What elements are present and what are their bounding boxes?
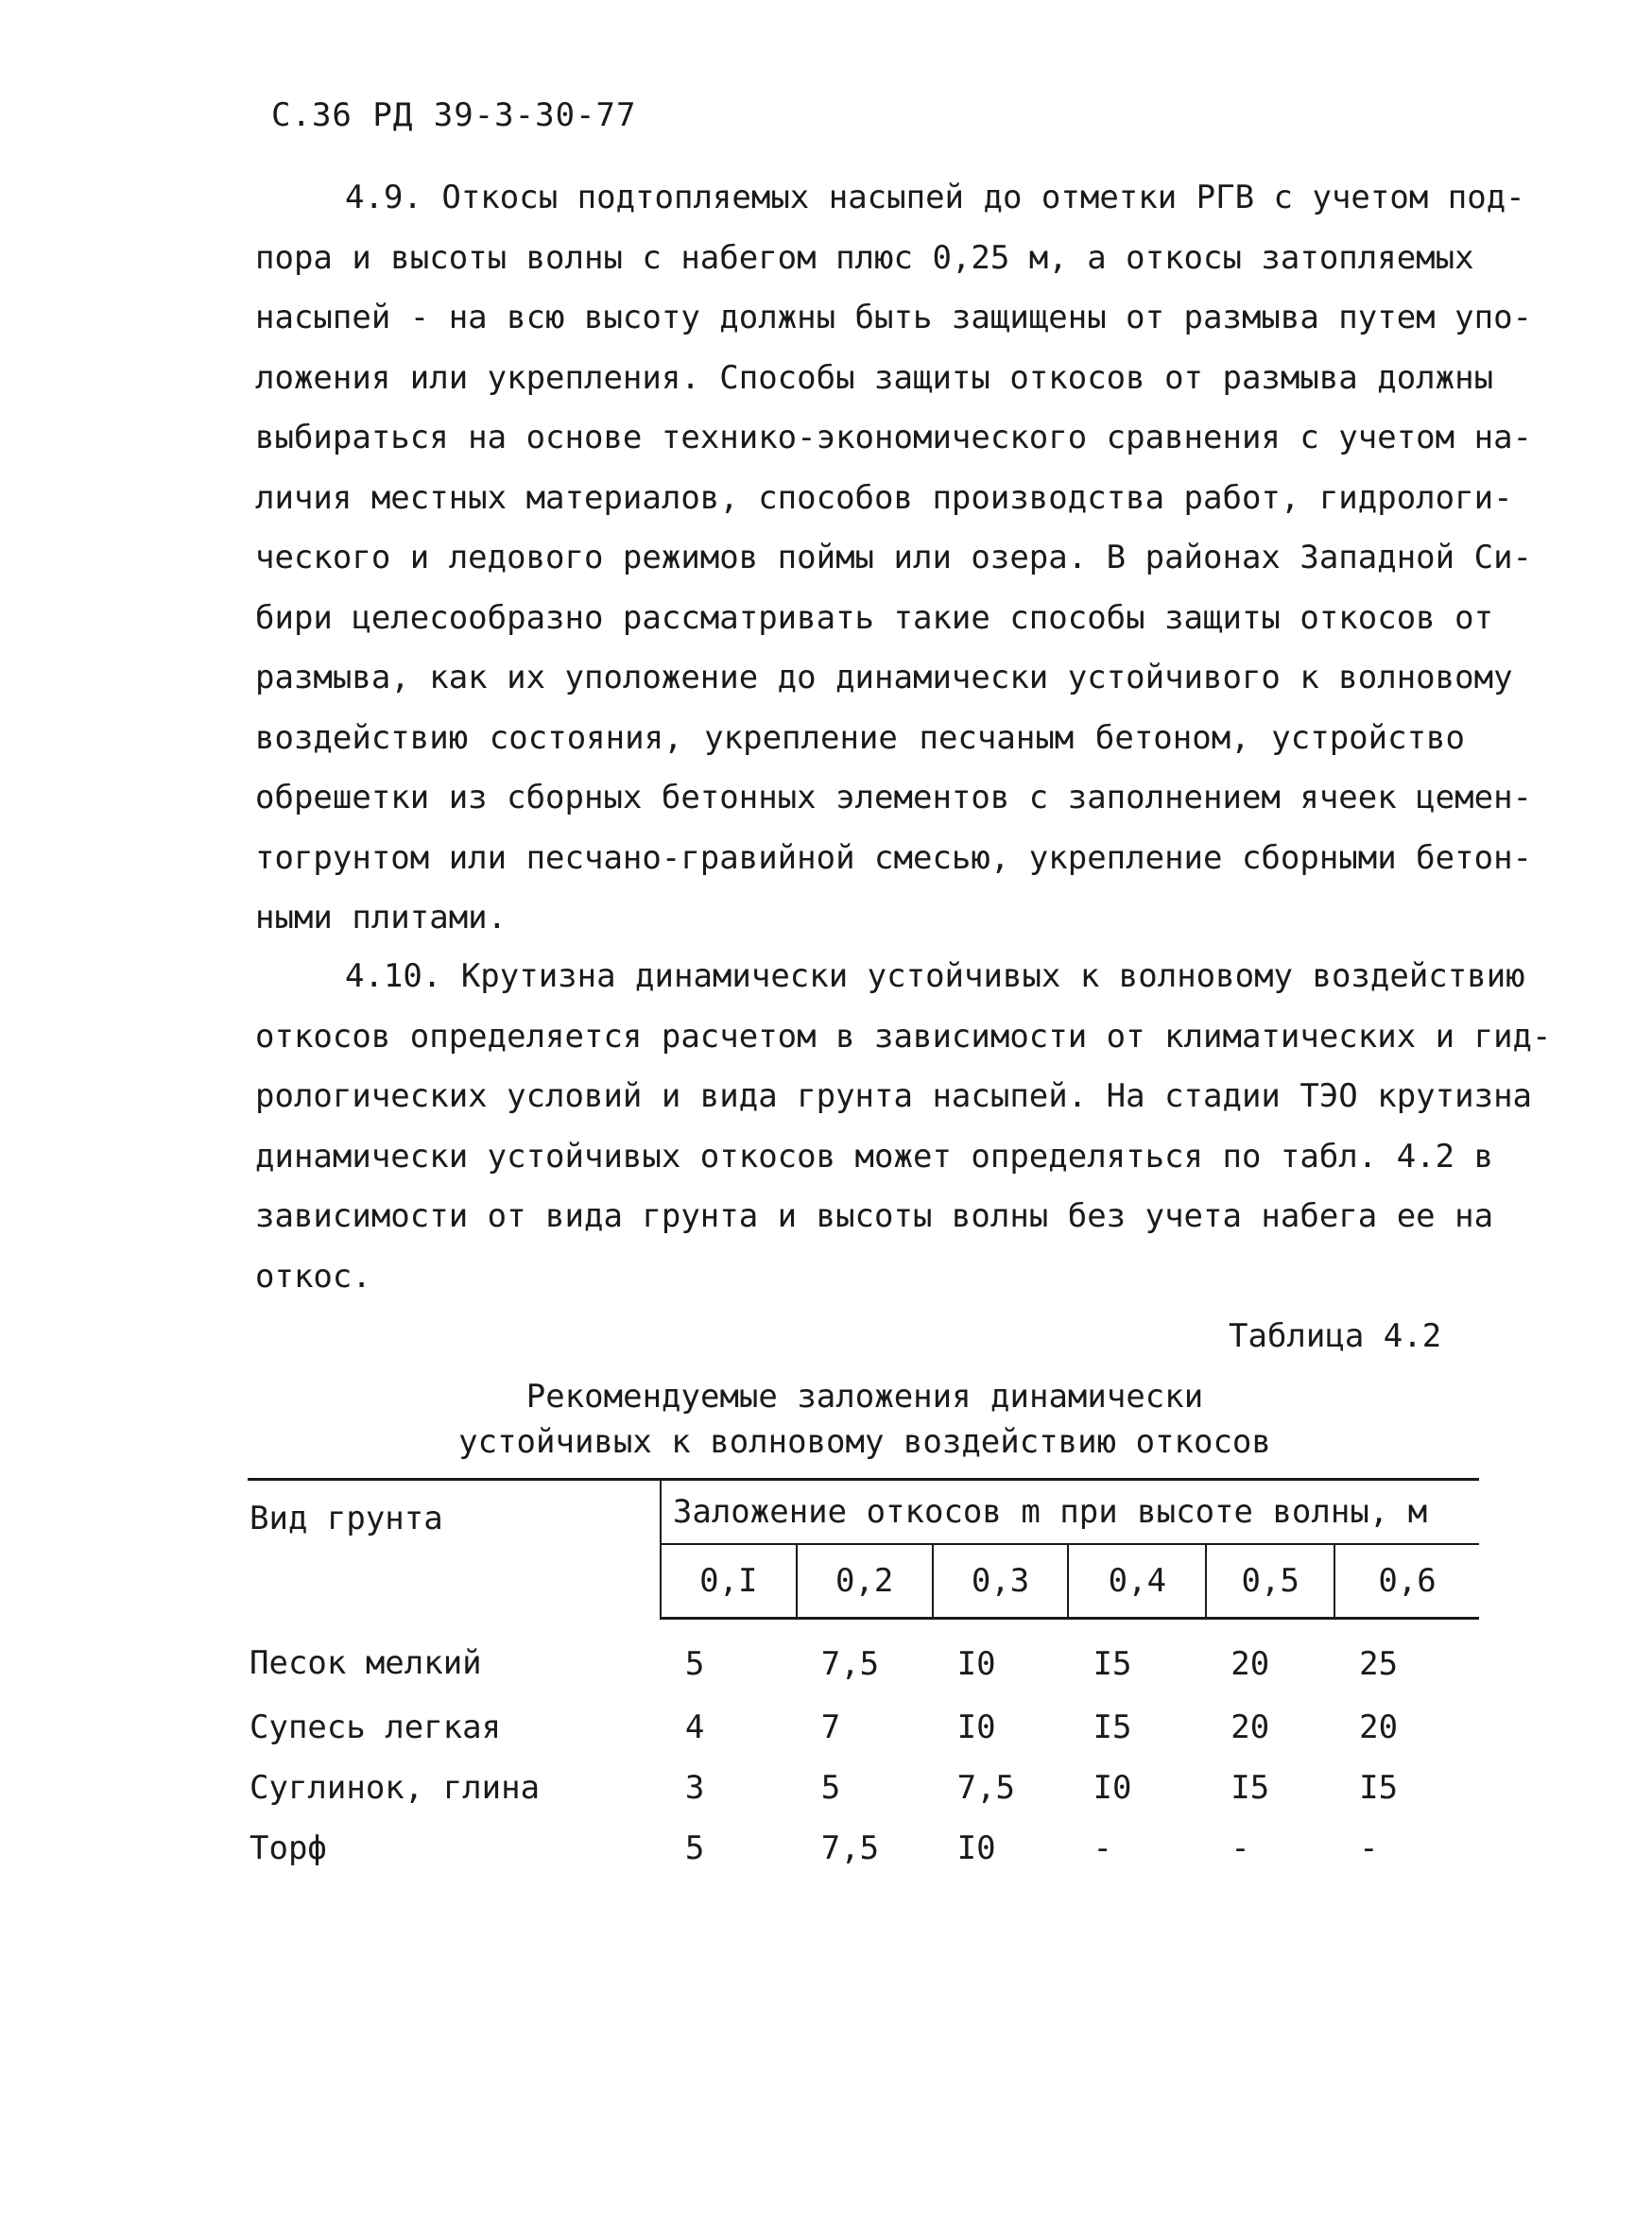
- wave-height-header: 0,5: [1206, 1544, 1334, 1619]
- table-row: [248, 1619, 1479, 1698]
- paragraph-4-10: [255, 947, 1552, 1307]
- paragraph-4-9: [255, 168, 1533, 949]
- table-caption-line: устойчивых к волновому воздействию откосов: [458, 1423, 1271, 1461]
- table-cell: 20: [1359, 1708, 1399, 1746]
- table-cell: 3: [684, 1769, 705, 1807]
- text-line: ными плитами.: [255, 899, 508, 936]
- table-cell: 7,5: [956, 1769, 1016, 1807]
- text-line: ложения или укрепления. Способы защиты откосов от размыва должны: [255, 358, 1494, 397]
- page-header: С.36 РД 39-3-30-77: [271, 96, 637, 134]
- text-line: откос.: [255, 1257, 371, 1296]
- soil-name: Супесь легкая: [250, 1708, 502, 1746]
- table-cell: 5: [820, 1769, 841, 1807]
- text-line: динамически устойчивых откосов может определяться по табл. 4.2 в: [255, 1137, 1494, 1176]
- table-cell: 25: [1359, 1645, 1399, 1683]
- table-cell: 7,5: [820, 1829, 880, 1867]
- table-cell: I5: [1359, 1769, 1399, 1807]
- table-cell: 5: [684, 1829, 705, 1867]
- table-cell: -: [1230, 1829, 1250, 1867]
- table-cell: 20: [1230, 1708, 1270, 1746]
- text-line: тогрунтом или песчано-гравийной смесью, укрепление сборными бетон-: [255, 838, 1533, 877]
- table-cell: 5: [684, 1645, 705, 1683]
- text-line: личия местных материалов, способов производства работ, гидрологи-: [255, 478, 1513, 517]
- table-cell: I5: [1093, 1645, 1132, 1683]
- text-line: воздействию состояния, укрепление песчаным бетоном, устройство: [255, 718, 1465, 757]
- table-cell: 20: [1230, 1645, 1270, 1683]
- slope-group-header: Заложение откосов m при высоте волны, м: [661, 1480, 1479, 1545]
- table-caption-line: Рекомендуемые заложения динамически: [525, 1378, 1204, 1416]
- soil-name: Песок мелкий: [250, 1644, 482, 1683]
- text-line: 4.10. Крутизна динамически устойчивых к волновому воздействию: [345, 957, 1525, 995]
- text-line: зависимости от вида грунта и высоты волны без учета набега ее на: [255, 1197, 1494, 1235]
- text-line: размыва, как их уположение до динамически устойчивого к волновому: [255, 659, 1513, 696]
- text-line: откосов определяется расчетом в зависимости от климатических и гид-: [255, 1017, 1552, 1056]
- text-line: бири целесообразно рассматривать такие способы защиты откосов от: [255, 598, 1494, 637]
- text-line: 4.9. Откосы подтопляемых насыпей до отметки РГВ с учетом под-: [345, 179, 1525, 216]
- text-line: обрешетки из сборных бетонных элементов с заполнением ячеек цемен-: [255, 779, 1533, 816]
- table-cell: I0: [956, 1829, 996, 1867]
- text-line: пора и высоты волны с набегом плюс 0,25 м, а откосы затопляемых: [255, 238, 1474, 277]
- table-cell: I0: [956, 1645, 996, 1683]
- table-row: [248, 1697, 1479, 1758]
- table-cell: I5: [1093, 1708, 1132, 1746]
- table-cell: I5: [1230, 1769, 1270, 1807]
- text-line: ческого и ледового режимов поймы или озера. В районах Западной Си-: [255, 539, 1533, 576]
- wave-height-header: 0,4: [1068, 1544, 1206, 1619]
- table-cell: 7: [820, 1708, 841, 1746]
- soil-type-header: Вид грунта: [248, 1480, 661, 1619]
- table-row: [248, 1818, 1479, 1879]
- text-line: выбираться на основе технико-экономического сравнения с учетом на-: [255, 419, 1533, 456]
- table-cell: -: [1359, 1829, 1379, 1867]
- table-label: Таблица 4.2: [1229, 1317, 1442, 1355]
- text-line: рологических условий и вида грунта насыпей. На стадии ТЭО крутизна: [255, 1077, 1533, 1115]
- table-cell: I0: [956, 1708, 996, 1746]
- table-row: [248, 1758, 1479, 1818]
- wave-height-header: 0,3: [933, 1544, 1069, 1619]
- text-line: насыпей - на всю высоту должны быть защищены от размыва путем упо-: [255, 299, 1533, 336]
- soil-name: Торф: [250, 1829, 327, 1867]
- table-cell: 4: [684, 1708, 705, 1746]
- table-cell: I0: [1093, 1769, 1132, 1807]
- wave-height-header: 0,2: [797, 1544, 933, 1619]
- table-cell: -: [1093, 1829, 1112, 1867]
- wave-height-header: 0,I: [661, 1544, 797, 1619]
- soil-name: Суглинок, глина: [250, 1769, 541, 1807]
- slope-table: [248, 1478, 1479, 1879]
- wave-height-header: 0,6: [1334, 1544, 1479, 1619]
- table-caption: [378, 1374, 1351, 1465]
- table-cell: 7,5: [820, 1645, 880, 1683]
